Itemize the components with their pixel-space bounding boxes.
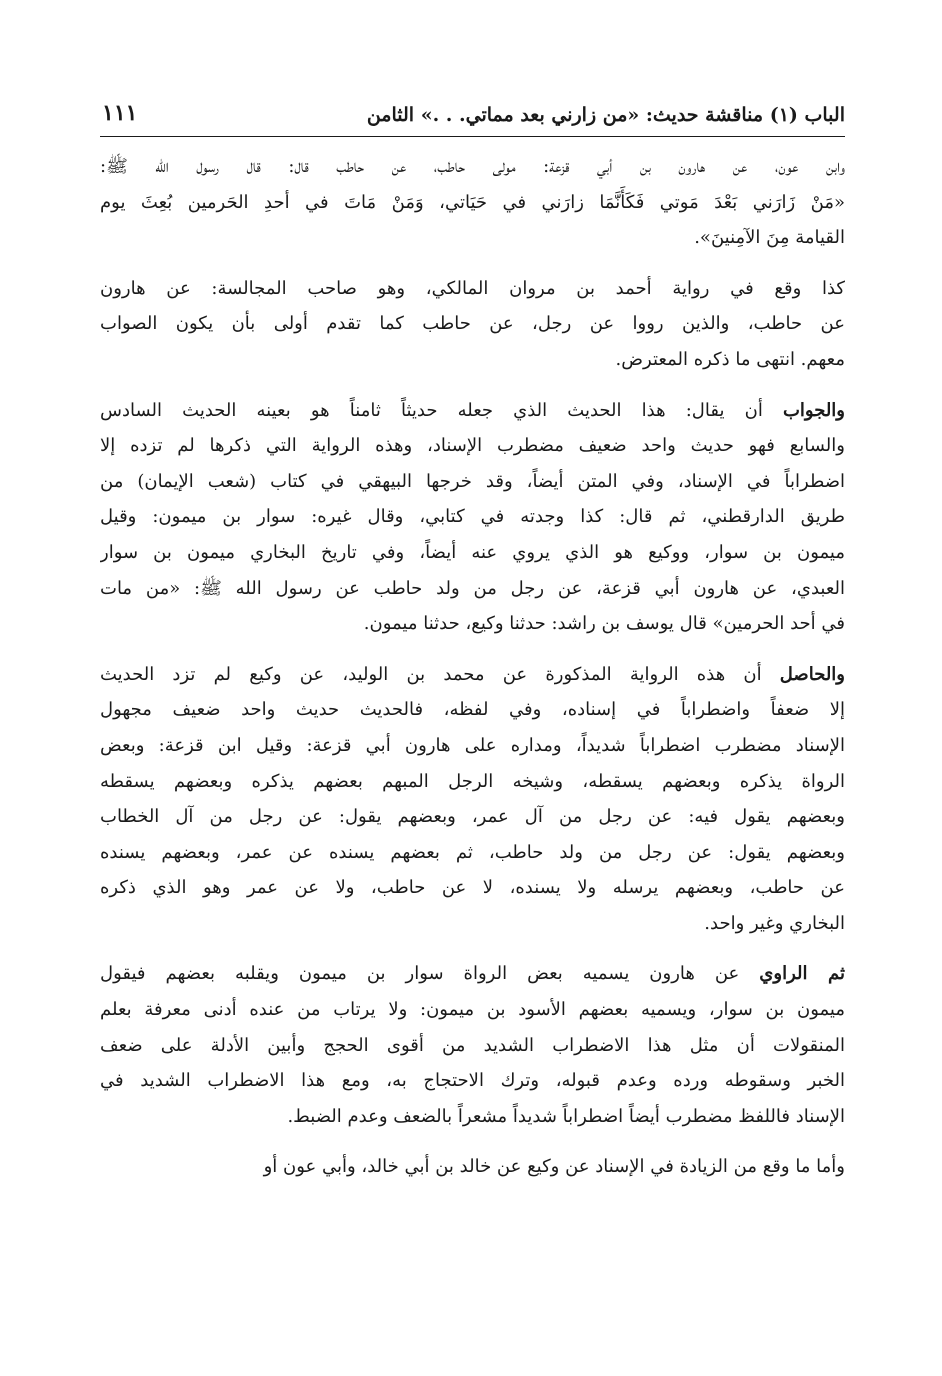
text-line: [100, 799, 845, 835]
text-line: [100, 606, 845, 642]
text-line: [100, 393, 845, 429]
text-line: [100, 535, 845, 571]
text-line: [100, 1028, 845, 1064]
line-text: الخبر وسقوطه ورده وعدم قبوله، وترك الاحتجاج به، ومع هذا الاضطراب الشديد في: [100, 1070, 845, 1092]
paragraph-lead-word: والجواب: [782, 399, 845, 421]
line-text: الرواة يذكره وبعضهم يسقطه، وشيخه الرجل المبهم بعضهم يذكره وبعضهم يسقطه: [100, 770, 845, 792]
line-text: معهم. انتهى ما ذكره المعترض.: [615, 348, 845, 370]
text-line: [100, 657, 845, 693]
line-text: وأما ما وقع من الزيادة في الإسناد عن وكيع عن خالد بن أبي خالد، وأبي عون أو: [263, 1156, 845, 1178]
line-text: أن هذه الرواية المذكورة عن محمد بن الوليد، عن وكيع لم تزد الحديث: [100, 663, 780, 685]
line-text: الإسناد فاللفظ مضطرب أيضاً اضطراباً شديداً مشعراً بالضعف وعدم الضبط.: [287, 1105, 845, 1127]
text-line: [100, 764, 845, 800]
paragraph: [100, 271, 845, 378]
text-line: [100, 956, 845, 992]
line-text: العبدي، عن هارون أبي قزعة، عن رجل من ولد حاطب عن رسول الله ﷺ: «من مات: [100, 577, 845, 599]
paragraph: [100, 149, 845, 256]
line-text: «مَنْ زَارَني بَعْدَ مَوتي فَكَأَنَّمَا زارَني في حَيَاتي، وَمَنْ مَاتَ في أحدِ الحَرمين بُعِثَ يوم: [100, 191, 845, 213]
body-text: [100, 149, 845, 1185]
paragraph: [100, 956, 845, 1134]
line-text: الإسناد مضطرب اضطراباً شديداً، ومداره على هارون أبي قزعة: وقيل ابن قزعة: وبعض: [100, 734, 845, 756]
line-text: وابن عون، عن هارون بن أبي قزعة: مولى حاطب، عن حاطب قال: قال رسول الله ﷺ:: [100, 156, 845, 177]
line-text: والسابع فهو حديث واحد ضعيف مضطرب الإسناد، وهذه الرواية التي ذكرها لم تزده إلا: [100, 435, 845, 457]
text-line: [100, 906, 845, 942]
text-line: [100, 870, 845, 906]
text-line: [100, 1099, 845, 1135]
book-page: [100, 98, 845, 1348]
line-text: إلا ضعفاً واضطراباً في إسناده، وفي لفظه، فالحديث حديث واحد ضعيف مجهول: [100, 699, 845, 721]
text-line: [100, 428, 845, 464]
line-text: طريق الدارقطني، ثم قال: كذا وجدته في كتابي، وقال غيره: سوار بن ميمون: وقيل: [100, 506, 845, 528]
line-text: البخاري وغير واحد.: [704, 912, 845, 934]
text-line: [100, 220, 845, 256]
text-line: [100, 692, 845, 728]
line-text: القيامة مِنَ الآمِنينَ».: [694, 227, 845, 249]
running-header: [100, 98, 845, 137]
line-text: ميمون بن سوار، ووكيع هو الذي يروي عنه أيضاً، وفي تاريخ البخاري ميمون بن سوار: [100, 541, 845, 563]
paragraph: [100, 1149, 845, 1185]
line-text: عن هارون يسميه بعض الرواة سوار بن ميمون ويقلبه بعضهم فيقول: [100, 963, 760, 985]
text-line: [100, 342, 845, 378]
line-text: وبعضهم يقول فيه: عن رجل من آل عمر، وبعضهم يقول: عن رجل من آل الخطاب: [100, 806, 845, 828]
text-line: [100, 728, 845, 764]
paragraph-lead-word: والحاصل: [779, 663, 845, 685]
text-line: [100, 992, 845, 1028]
chapter-title: الباب (١) مناقشة حديث: «من زارني بعد مماتي. . .» الثامن: [366, 104, 845, 126]
line-text: وبعضهم يقول: عن رجل من ولد حاطب، ثم بعضهم يسنده عن عمر، وبعضهم يسنده: [100, 841, 845, 863]
text-line: [100, 571, 845, 607]
text-line: [100, 185, 845, 221]
text-line: [100, 835, 845, 871]
text-line: [100, 499, 845, 535]
line-text: اضطراباً في الإسناد، وفي المتن أيضاً، وقد خرجها البيهقي في كتاب (شعب الإيمان) من: [100, 470, 845, 492]
line-text: كذا وقع في رواية أحمد بن مروان المالكي، وهو صاحب المجالسة: عن هارون: [100, 277, 845, 299]
text-line: [100, 149, 845, 185]
line-text: في أحد الحرمين» قال يوسف بن راشد: حدثنا وكيع، حدثنا ميمون.: [363, 613, 845, 635]
line-text: أن يقال: هذا الحديث الذي جعله حديثاً ثامناً هو بعينه الحديث السادس: [100, 399, 783, 421]
line-text: عن حاطب، والذين رووا عن رجل، عن حاطب كما تقدم أولى بأن يكون الصواب: [100, 313, 845, 335]
text-line: [100, 306, 845, 342]
paragraph-lead-word: ثم الراوي: [759, 963, 845, 985]
line-text: ميمون بن سوار، ويسميه بعضهم الأسود بن ميمون: ولا يرتاب من عنده أدنى معرفة بعلم: [100, 999, 845, 1021]
paragraph: [100, 657, 845, 942]
paragraph: [100, 393, 845, 642]
text-line: [100, 271, 845, 307]
text-line: [100, 1063, 845, 1099]
text-line: [100, 464, 845, 500]
page-number: ١١١: [102, 100, 138, 126]
line-text: عن حاطب، وبعضهم يرسله ولا يسنده، لا عن حاطب، ولا عن عمر وهو الذي ذكره: [100, 877, 845, 899]
text-line: [100, 1149, 845, 1185]
line-text: المنقولات أن مثل هذا الاضطراب الشديد من أقوى الحجج وأبين الأدلة على ضعف: [100, 1034, 845, 1056]
